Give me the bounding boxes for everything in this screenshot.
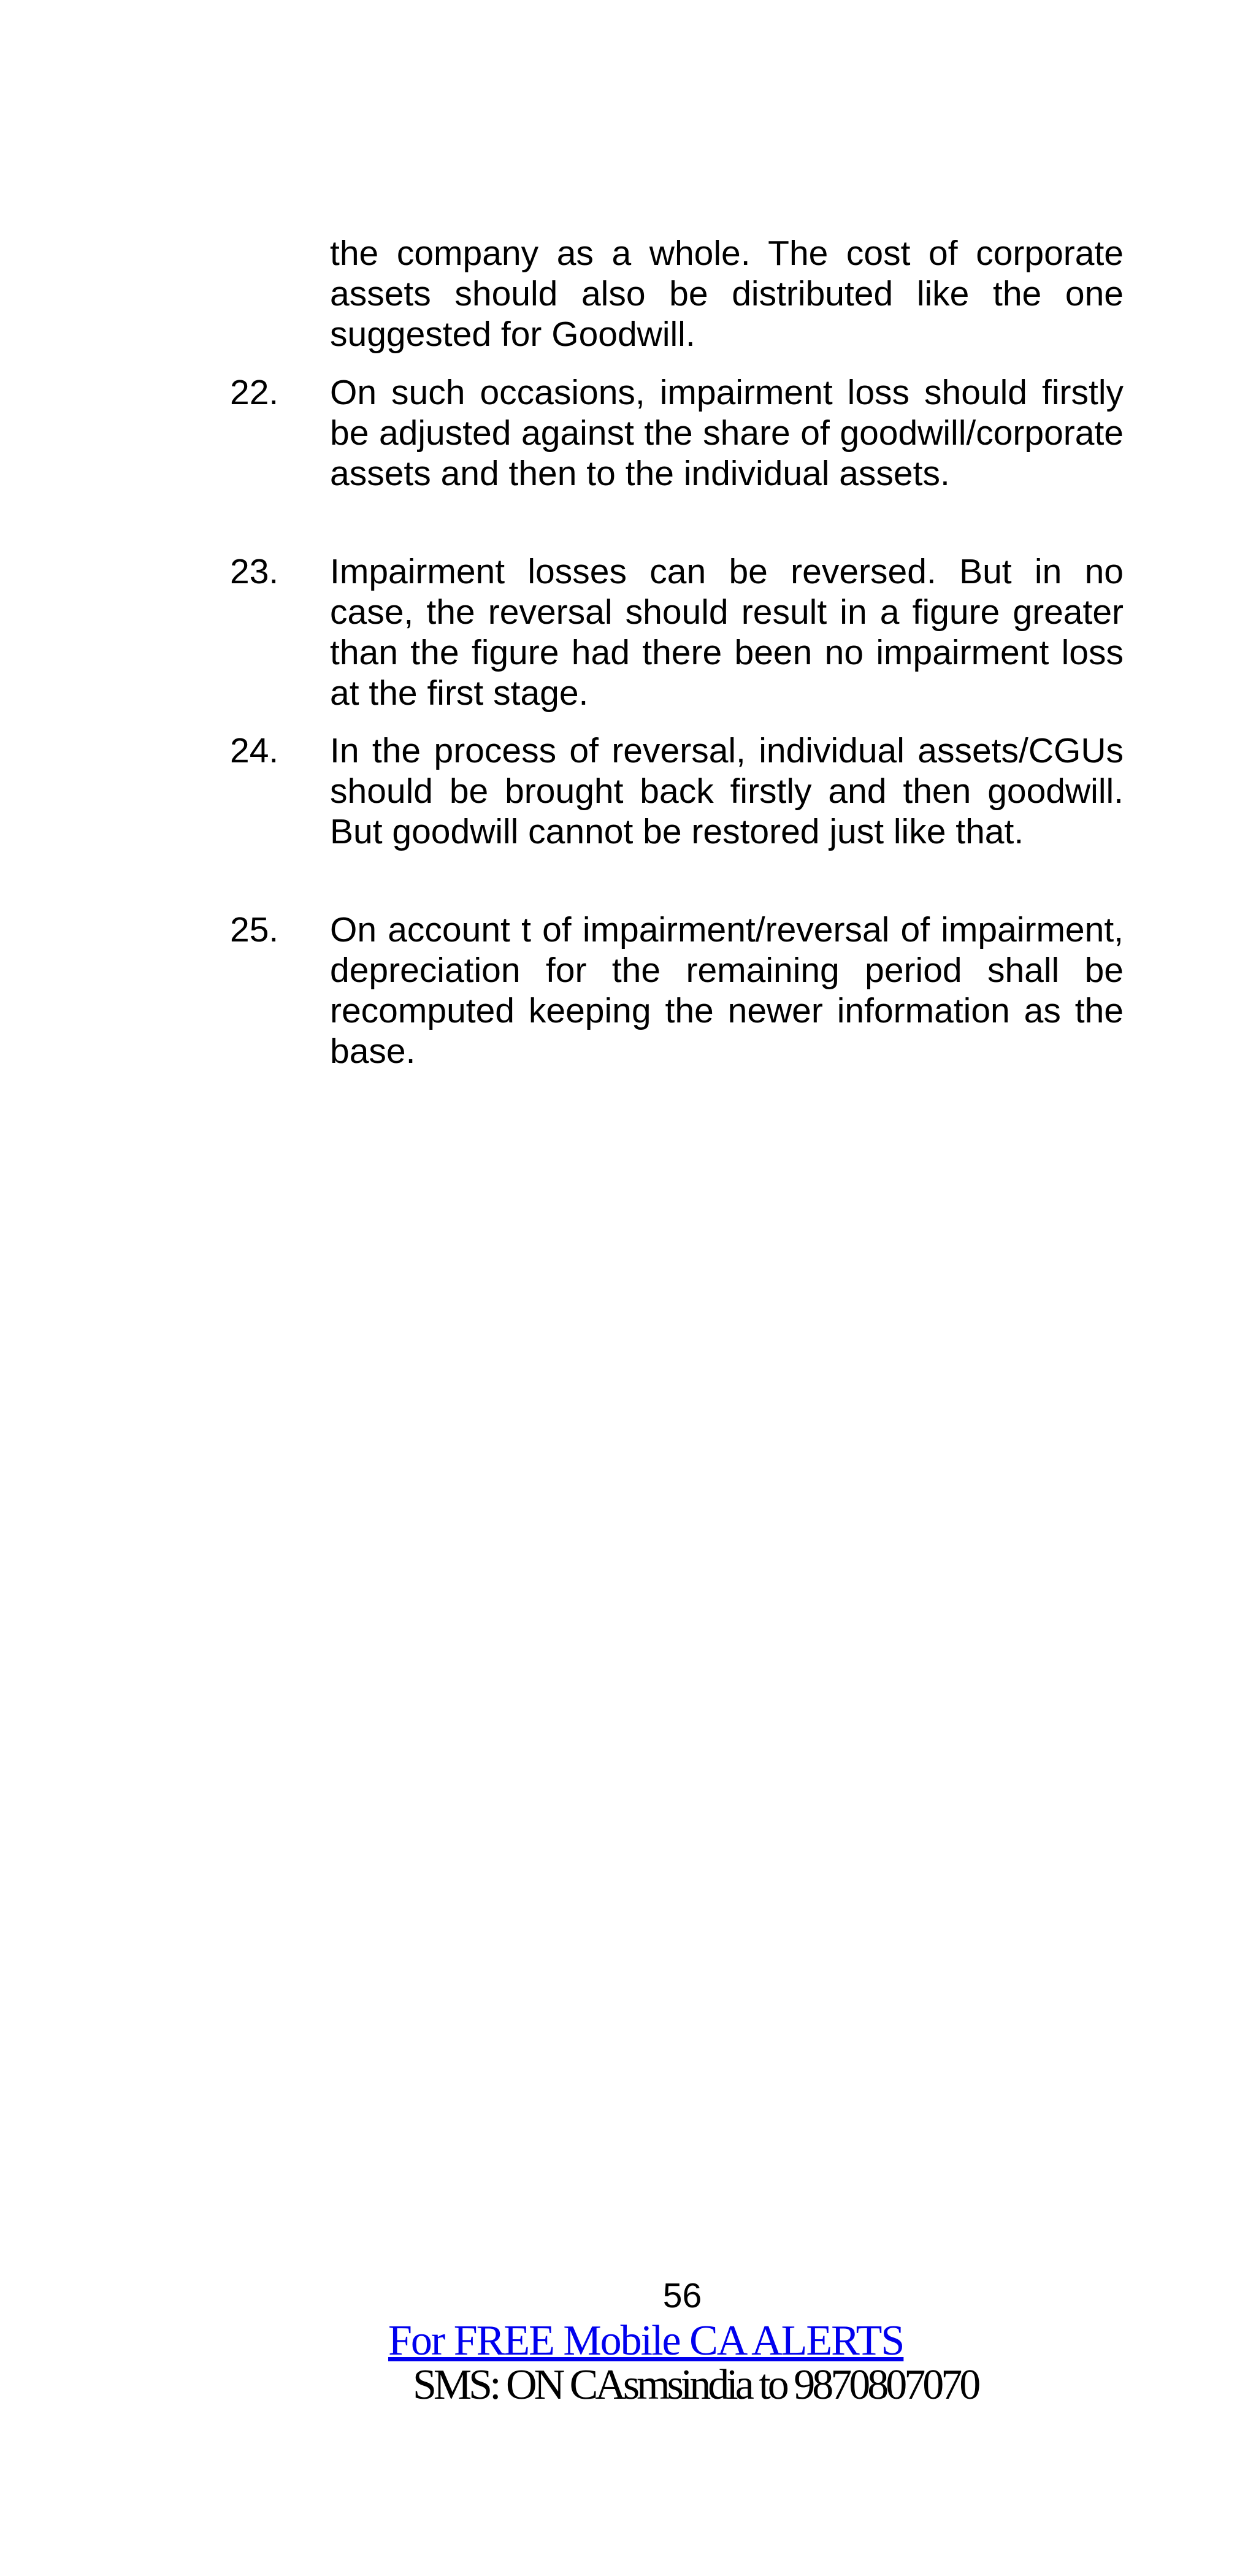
list-item-number: 25. — [230, 910, 279, 949]
list-item-number: 22. — [230, 373, 279, 412]
list-item-text: On such occasions, impairment loss should firstly be adjusted against the share of goodwill/corporate assets and then to the individual assets. — [330, 373, 1124, 493]
page-number: 56 — [662, 2276, 702, 2315]
list-item-number: 24. — [230, 731, 279, 770]
list-item-text: Impairment losses can be reversed. But in no case, the reversal should result in a figure greater than the figure had there been no impairment loss at the first stage. — [330, 552, 1124, 713]
list-item-text: In the process of reversal, individual assets/CGUs should be brought back firstly and then goodwill. But goodwill cannot be restored just like that. — [330, 731, 1124, 851]
list-item-number: 23. — [230, 552, 279, 591]
list-item-text: On account t of impairment/reversal of impairment, depreciation for the remaining period shall be recomputed keeping the newer information as the base. — [330, 910, 1124, 1071]
sms-instructions: SMS: ON CAsmsindia to 9870807070 — [413, 2361, 978, 2409]
promo-link[interactable]: For FREE Mobile CA ALERTS — [388, 2317, 904, 2364]
intro-paragraph: the company as a whole. The cost of corporate assets should also be distributed like the one suggested for Goodwill. — [330, 234, 1124, 354]
